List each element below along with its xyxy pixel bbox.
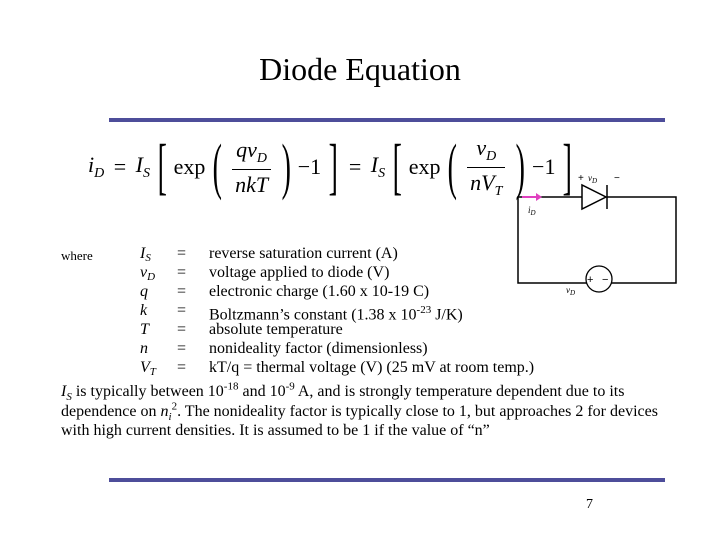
def-symbol: T <box>140 321 149 338</box>
eq-minus-one-1: −1 <box>297 154 322 179</box>
def-description: reverse saturation current (A) <box>209 245 398 262</box>
def-equals: = <box>177 264 187 281</box>
para-ni-symbol: $n_i$ <box>160 402 172 423</box>
bottom-divider <box>109 478 665 482</box>
para-is-symbol: $I_S$ <box>61 383 72 404</box>
def-equals: = <box>177 245 187 262</box>
circuit-top-v: $v_D$ <box>588 173 598 185</box>
page-number: 7 <box>586 497 593 512</box>
eq-exp-1: exp <box>173 154 206 179</box>
eq-is-1: $I_S$ <box>135 152 150 181</box>
top-divider <box>109 118 665 122</box>
eq-equals-2: = <box>348 154 362 179</box>
eq-is-2: $I_S$ <box>370 152 386 181</box>
def-symbol: vD <box>140 264 156 283</box>
def-symbol: k <box>140 302 148 319</box>
def-description: Boltzmann’s constant (1.38 x $10^{-23}$ J/K) <box>209 304 463 324</box>
circuit-top-minus: − <box>614 173 620 184</box>
def-description: voltage applied to diode (V) <box>209 264 390 281</box>
left-paren-1: ( <box>212 133 222 201</box>
def-description: absolute temperature <box>209 321 343 338</box>
eq-exp-2: exp <box>408 154 441 179</box>
slide-title: Diode Equation <box>259 51 461 87</box>
source-v-label: $v_D$ <box>566 285 576 295</box>
def-equals: = <box>177 302 187 319</box>
diode-circuit-diagram <box>514 165 686 295</box>
eq-lhs: $i_D$ <box>88 152 105 181</box>
source-minus: − <box>602 274 609 286</box>
left-bracket-1: [ <box>157 133 167 201</box>
def-symbol: n <box>140 340 148 357</box>
def-description: kT/q = thermal voltage (V) (25 mV at room temp.) <box>209 359 535 376</box>
eq-equals-1: = <box>113 154 127 179</box>
eq-fraction-2: $\frac{v_D}{nV_T}$ <box>467 135 505 200</box>
def-symbol: q <box>140 283 148 300</box>
circuit-i-label: $i_D$ <box>528 205 536 217</box>
def-description: nonideality factor (dimensionless) <box>209 340 428 357</box>
eq-fraction-1: $\frac{qv_D}{\text{nkT}}$ <box>232 137 271 198</box>
def-equals: = <box>177 321 187 338</box>
right-bracket-1: ] <box>328 133 338 201</box>
def-equals: = <box>177 359 187 376</box>
right-bracket-2: ] <box>562 133 572 201</box>
source-plus: + <box>587 274 594 286</box>
def-equals: = <box>177 340 187 357</box>
diode-symbol <box>582 185 606 209</box>
def-symbol: IS <box>140 245 151 264</box>
right-paren-2: ) <box>515 133 525 201</box>
current-arrowhead-icon <box>536 193 542 201</box>
left-paren-2: ( <box>447 133 457 201</box>
diode-equation <box>88 132 574 202</box>
def-symbol: VT <box>140 359 156 378</box>
where-label: where <box>61 248 93 263</box>
eq-minus-one-2: −1 <box>532 154 556 179</box>
left-bracket-2: [ <box>392 133 402 201</box>
circuit-top-plus: + <box>578 173 584 184</box>
explanation-paragraph: $I_S$ is typically between $10^{-18}$ and $10^{-9}$ A, and is strongly temperature dependent due to its dependence on $n_i^2$. The nonideality factor is typically close to 1, but approaches 2 for devices with high current densities. It is assumed to be 1 if the value of “n” <box>61 380 658 439</box>
def-equals: = <box>177 283 187 300</box>
right-paren-1: ) <box>281 133 291 201</box>
def-description: electronic charge (1.60 x 10-19 C) <box>209 283 430 300</box>
